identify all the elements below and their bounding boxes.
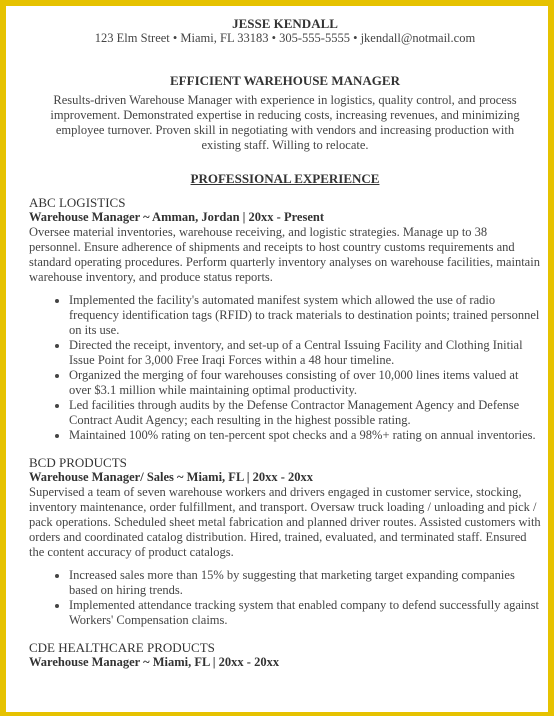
list-item: • Implemented the facility's automated manifest system which allowed the use of radio frequency identification tags (RFID) to track materials to destination points; trained personnel on its use. — [69, 293, 541, 338]
objective-title: EFFICIENT WAREHOUSE MANAGER — [170, 73, 400, 88]
experience-heading: PROFESSIONAL EXPERIENCE — [190, 171, 380, 186]
company-name: CDE HEALTHCARE PRODUCTS — [29, 640, 215, 655]
achievement-list — [29, 293, 541, 443]
list-item: • Led facilities through audits by the Defense Contractor Management Agency and Defense Contract Audit Agency; each resulting in the highest possible rating. — [69, 398, 541, 428]
candidate-name: JESSE KENDALL — [232, 16, 338, 31]
company-name: BCD PRODUCTS — [29, 455, 127, 470]
resume-document — [29, 16, 541, 670]
job-role: Warehouse Manager ~ Amman, Jordan | 20xx - Present — [29, 210, 325, 224]
list-item: • Organized the merging of four warehouses consisting of over 10,000 lines items valued at over $3.1 million while maintaining optimal productivity. — [69, 368, 541, 398]
company-name: ABC LOGISTICS — [29, 195, 126, 210]
achievement-list — [29, 568, 541, 628]
list-item: • Increased sales more than 15% by suggesting that marketing target expanding companies based on hiring trends. — [69, 568, 541, 598]
list-item: • Implemented attendance tracking system that enabled company to defend successfully against Workers' Compensation claims. — [69, 598, 541, 628]
list-item: • Maintained 100% rating on ten-percent spot checks and a 98%+ rating on annual inventories. — [69, 428, 541, 443]
list-item: • Directed the receipt, inventory, and set-up of a Central Issuing Facility and Clothing Initial Issue Point for 3,000 Free Iraqi Forces within a 48 hour timeline. — [69, 338, 541, 368]
job-description: Supervised a team of seven warehouse workers and drivers engaged in customer service, stocking, inventory maintenance, order fulfillment, and transport. Oversaw truck loading / unloading and pick / pack operations. Scheduled sheet metal fabrication and planned driver routes. Assisted customers with orders and coordinated catalog distribution. Hired, trained, evaluated, and terminated staff. Ensured the content accuracy of product catalogs. — [29, 485, 541, 559]
job-role: Warehouse Manager ~ Miami, FL | 20xx - 20xx — [29, 655, 280, 669]
job-description: Oversee material inventories, warehouse receiving, and logistic strategies. Manage up to 38 personnel. Ensure adherence of shipments and receipts to host country customs requirements and standard operating procedures. Perform quarterly inventory analyses on warehouse facilities, maintain warehouse inventory, and produce status reports. — [29, 225, 540, 284]
contact-line: 123 Elm Street • Miami, FL 33183 • 305-555-5555 • jkendall@notmail.com — [94, 31, 476, 45]
job-role: Warehouse Manager/ Sales ~ Miami, FL | 20xx - 20xx — [29, 470, 314, 484]
summary-paragraph: Results-driven Warehouse Manager with experience in logistics, quality control, and process improvement. Demonstrated expertise in reducing costs, increasing revenues, and minimizing employee turnover. Proven skill in negotiating with vendors and increasing production with existing staff. Willing to relocate. — [50, 93, 520, 152]
